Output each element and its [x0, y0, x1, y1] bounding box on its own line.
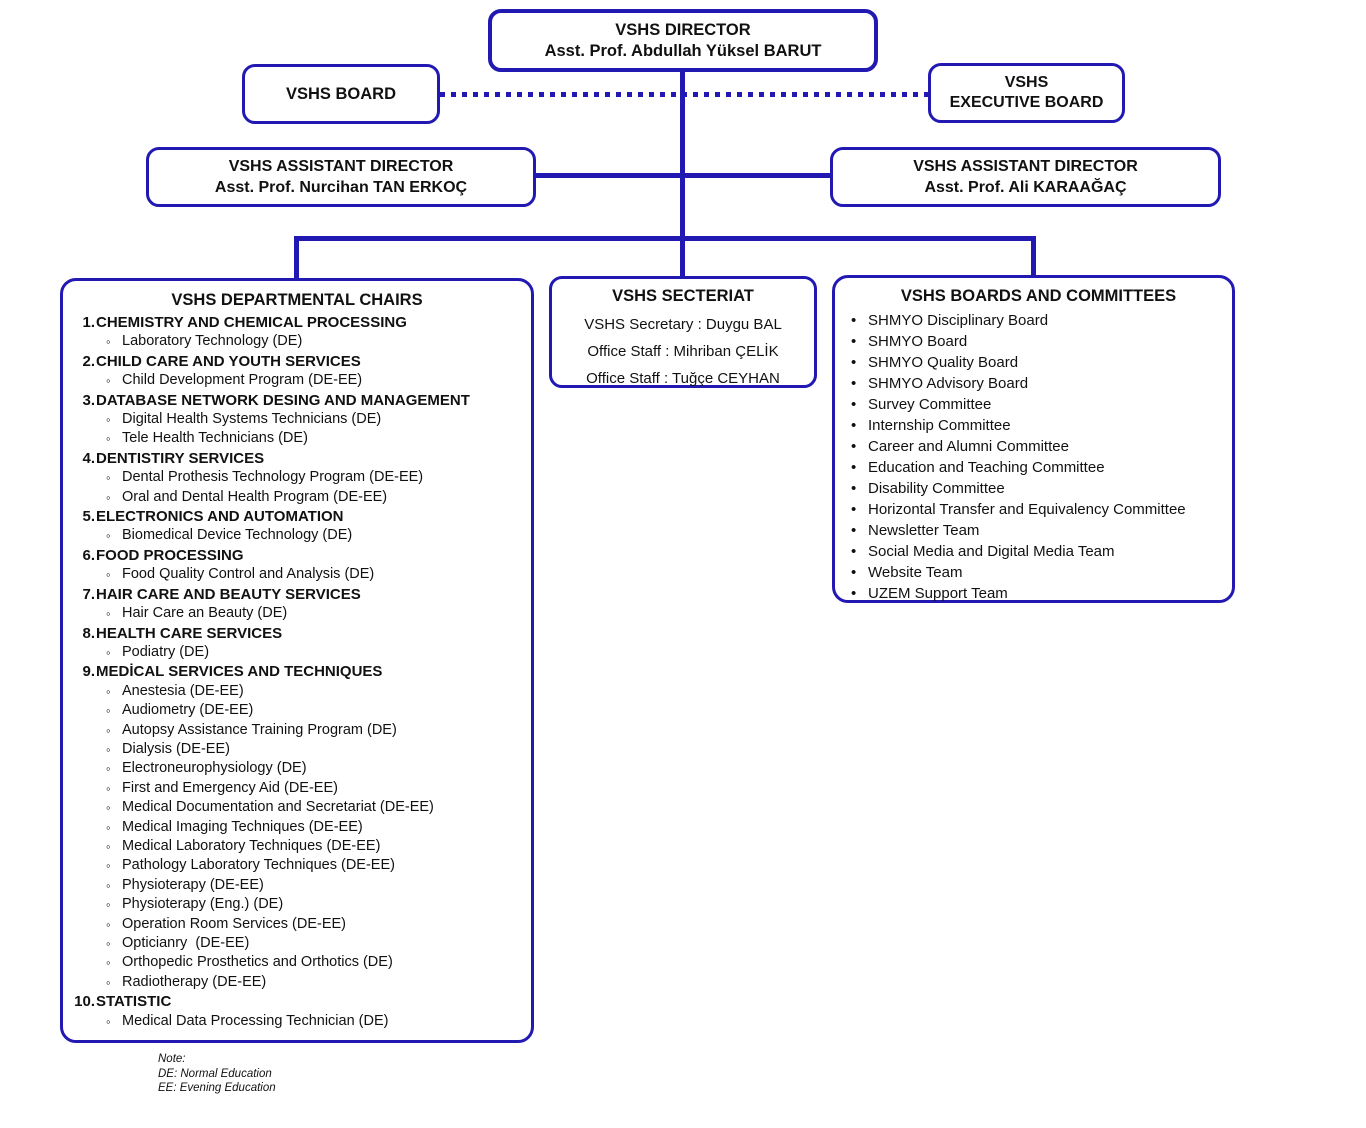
program-list: [69, 468, 525, 507]
department-title: DENTISTIRY SERVICES: [96, 449, 265, 467]
department-list: [69, 313, 525, 1031]
program-item: [69, 565, 525, 584]
department-number: 8.: [82, 624, 95, 642]
department-heading: [69, 391, 525, 410]
department-title: FOOD PROCESSING: [96, 546, 244, 564]
committee-label: • Education and Teaching Committee: [868, 459, 1105, 476]
director-title: VSHS DIRECTOR: [615, 20, 751, 39]
program-label: ◦ Oral and Dental Health Program (DE-EE): [122, 488, 388, 505]
committee-label: • Horizontal Transfer and Equivalency Committee: [868, 501, 1186, 518]
department-section: [69, 662, 525, 992]
secretariat-staff-line: VSHS Secretary : Duygu BAL: [584, 316, 782, 333]
committee-item: [849, 499, 1228, 520]
secretariat-staff-list: [552, 311, 814, 392]
committee-label: • SHMYO Board: [868, 333, 968, 350]
committee-label: • SHMYO Advisory Board: [868, 375, 1029, 392]
program-label: ◦ Radiotherapy (DE-EE): [122, 973, 267, 990]
program-item: [69, 526, 525, 545]
connector-bottom-horizontal: [294, 236, 1036, 241]
department-number: 6.: [82, 546, 95, 564]
committee-label: • Internship Committee: [868, 417, 1011, 434]
connector-drop-departments: [294, 236, 299, 281]
program-item: [69, 488, 525, 507]
assistant-left-name: Asst. Prof. Nurcihan TAN ERKOÇ: [214, 179, 468, 196]
secretariat-box: [549, 276, 817, 388]
secretariat-title: VSHS SECTERIAT: [612, 287, 754, 305]
connector-assistants-horizontal: [536, 173, 830, 178]
program-list: [69, 565, 525, 584]
department-title: CHILD CARE AND YOUTH SERVICES: [96, 352, 361, 370]
program-item: [69, 934, 525, 953]
committee-label: • Social Media and Digital Media Team: [868, 543, 1115, 560]
program-item: [69, 643, 525, 662]
program-label: ◦ Physioterapy (Eng.) (DE): [122, 896, 284, 913]
boards-committees-title: VSHS BOARDS AND COMMITTEES: [900, 287, 1177, 305]
program-label: ◦ Physioterapy (DE-EE): [122, 876, 264, 893]
program-item: [69, 1012, 525, 1031]
committee-label: • UZEM Support Team: [868, 585, 1008, 602]
department-heading: [69, 585, 525, 604]
program-list: [69, 526, 525, 545]
assistant-right-name: Asst. Prof. Ali KARAAĞAÇ: [924, 179, 1127, 196]
program-item: [69, 895, 525, 914]
department-heading: [69, 352, 525, 371]
committee-label: • Career and Alumni Committee: [868, 438, 1069, 455]
committee-item: [849, 520, 1228, 541]
committee-label: • SHMYO Disciplinary Board: [868, 312, 1049, 329]
program-label: ◦ Medical Data Processing Technician (DE): [122, 1012, 389, 1029]
department-section: [69, 313, 525, 352]
program-label: ◦ Pathology Laboratory Techniques (DE-EE): [122, 857, 395, 874]
program-label: ◦ Digital Health Systems Technicians (DE): [122, 411, 382, 428]
departmental-chairs-box: [60, 278, 534, 1043]
executive-board-box: [928, 63, 1125, 123]
committee-item: [849, 436, 1228, 457]
department-section: [69, 546, 525, 585]
committee-label: • SHMYO Quality Board: [868, 354, 1019, 371]
program-item: [69, 410, 525, 429]
department-section: [69, 391, 525, 449]
department-number: 5.: [82, 508, 95, 526]
director-box: [488, 9, 878, 72]
program-item: [69, 682, 525, 701]
department-section: [69, 449, 525, 507]
department-heading: [69, 992, 525, 1011]
assistant-right-title: VSHS ASSISTANT DIRECTOR: [913, 158, 1138, 175]
department-number: 2.: [82, 352, 95, 370]
committee-item: [849, 478, 1228, 499]
department-title: DATABASE NETWORK DESING AND MANAGEMENT: [96, 391, 470, 409]
program-item: [69, 798, 525, 817]
program-list: [69, 1012, 525, 1031]
program-item: [69, 468, 525, 487]
program-item: [69, 973, 525, 992]
legend-note: [158, 1052, 276, 1096]
department-number: 1.: [82, 314, 95, 331]
director-name: Asst. Prof. Abdullah Yüksel BARUT: [544, 41, 822, 60]
program-item: [69, 876, 525, 895]
program-label: ◦ Electroneurophysiology (DE): [122, 760, 307, 777]
committee-item: [849, 331, 1228, 352]
program-label: ◦ Podiatry (DE): [122, 643, 210, 660]
program-list: [69, 332, 525, 351]
boards-committees-box: [832, 275, 1235, 603]
assistant-director-left-box: [146, 147, 536, 207]
department-heading: [69, 507, 525, 526]
committee-item: [849, 394, 1228, 415]
program-item: [69, 429, 525, 448]
department-section: [69, 585, 525, 624]
department-title: HAIR CARE AND BEAUTY SERVICES: [96, 585, 361, 603]
program-label: ◦ Operation Room Services (DE-EE): [122, 915, 347, 932]
department-heading: [69, 546, 525, 565]
department-heading: [69, 624, 525, 643]
program-label: ◦ Medical Laboratory Techniques (DE-EE): [122, 837, 381, 854]
committee-label: • Website Team: [868, 564, 963, 581]
program-label: ◦ Dialysis (DE-EE): [122, 740, 230, 757]
program-label: ◦ Biomedical Device Technology (DE): [122, 527, 353, 544]
department-title: ELECTRONICS AND AUTOMATION: [96, 508, 344, 526]
secretariat-staff-line: Office Staff : Mihriban ÇELİK: [587, 343, 779, 360]
program-label: ◦ Anestesia (DE-EE): [122, 682, 244, 699]
department-number: 7.: [82, 585, 95, 603]
executive-board-title-line1: VSHS: [1004, 74, 1049, 91]
legend-note-line: Note:: [158, 1053, 186, 1065]
board-box: [242, 64, 440, 124]
department-section: [69, 507, 525, 546]
executive-board-title-line2: EXECUTIVE BOARD: [949, 94, 1104, 111]
legend-note-line: EE: Evening Education: [158, 1082, 276, 1094]
program-item: [69, 837, 525, 856]
assistant-left-title: VSHS ASSISTANT DIRECTOR: [228, 158, 454, 175]
program-item: [69, 779, 525, 798]
secretariat-staff-line: Office Staff : Tuğçe CEYHAN: [586, 370, 780, 387]
program-label: ◦ Tele Health Technicians (DE): [122, 430, 308, 447]
program-label: ◦ Autopsy Assistance Training Program (DE): [122, 721, 397, 738]
program-label: ◦ Orthopedic Prosthetics and Orthotics (DE): [122, 954, 393, 971]
committee-item: [849, 415, 1228, 436]
program-item: [69, 604, 525, 623]
department-title: STATISTIC: [96, 993, 172, 1011]
program-list: [69, 643, 525, 662]
program-label: ◦ Medical Documentation and Secretariat (DE-EE): [122, 799, 434, 816]
program-label: ◦ Dental Prothesis Technology Program (DE-EE): [122, 469, 424, 486]
program-list: [69, 410, 525, 449]
committee-item: [849, 583, 1228, 604]
committee-label: • Survey Committee: [868, 396, 992, 413]
committee-item: [849, 457, 1228, 478]
program-item: [69, 740, 525, 759]
department-title: CHEMISTRY AND CHEMICAL PROCESSING: [96, 314, 407, 331]
committee-item: [849, 541, 1228, 562]
committee-item: [849, 310, 1228, 331]
committee-list: [849, 310, 1228, 604]
department-title: MEDİCAL SERVICES AND TECHNIQUES: [96, 663, 383, 681]
program-item: [69, 721, 525, 740]
department-number: 10.: [74, 993, 95, 1011]
program-list: [69, 682, 525, 993]
department-number: 3.: [82, 391, 95, 409]
program-label: ◦ Opticianry (DE-EE): [122, 935, 250, 951]
department-number: 9.: [82, 663, 95, 681]
program-item: [69, 915, 525, 934]
program-item: [69, 371, 525, 390]
committee-label: • Newsletter Team: [868, 522, 980, 539]
program-list: [69, 371, 525, 390]
departmental-chairs-title: VSHS DEPARTMENTAL CHAIRS: [171, 291, 423, 309]
program-item: [69, 818, 525, 837]
committee-label: • Disability Committee: [868, 480, 1005, 497]
program-label: ◦ First and Emergency Aid (DE-EE): [122, 779, 338, 796]
program-label: ◦ Hair Care an Beauty (DE): [122, 605, 288, 622]
program-item: [69, 759, 525, 778]
department-section: [69, 992, 525, 1031]
program-label: ◦ Child Development Program (DE-EE): [122, 372, 363, 389]
program-item: [69, 701, 525, 720]
program-label: ◦ Audiometry (DE-EE): [122, 702, 254, 719]
department-section: [69, 624, 525, 663]
program-label: ◦ Food Quality Control and Analysis (DE): [122, 566, 375, 583]
assistant-director-right-box: [830, 147, 1221, 207]
program-item: [69, 856, 525, 875]
program-label: ◦ Laboratory Technology (DE): [122, 333, 303, 350]
program-label: ◦ Medical Imaging Techniques (DE-EE): [122, 818, 363, 835]
board-title: VSHS BOARD: [285, 84, 396, 103]
department-heading: [69, 449, 525, 468]
program-item: [69, 953, 525, 972]
department-title: HEALTH CARE SERVICES: [96, 624, 283, 642]
program-item: [69, 332, 525, 351]
committee-item: [849, 352, 1228, 373]
committee-item: [849, 373, 1228, 394]
department-heading: [69, 662, 525, 681]
program-list: [69, 604, 525, 623]
department-number: 4.: [82, 449, 95, 467]
department-section: [69, 352, 525, 391]
department-heading: [69, 313, 525, 332]
committee-item: [849, 562, 1228, 583]
legend-note-line: DE: Normal Education: [158, 1067, 272, 1080]
